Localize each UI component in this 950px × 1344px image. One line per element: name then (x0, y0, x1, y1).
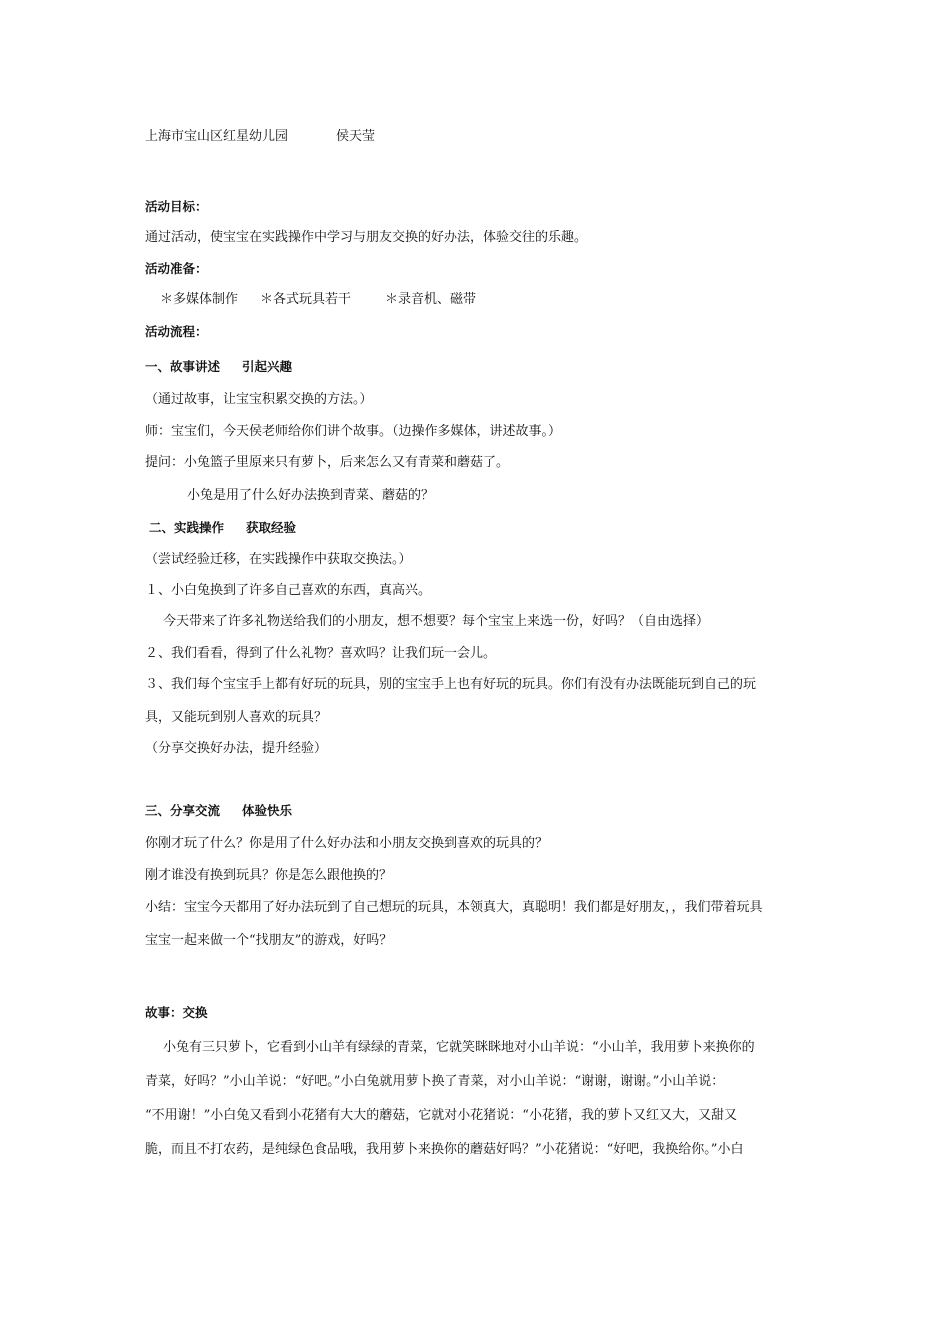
section-title: 一、故事讲述 (145, 359, 221, 374)
section-1-question-1: 提问：小兔篮子里原来只有萝卜，后来怎么又有青菜和蘑菇了。 (145, 455, 510, 470)
prep-item: ＊录音机、磁带 (385, 292, 477, 307)
section-1-teacher: 师：宝宝们，今天侯老师给你们讲个故事。（边操作多媒体，讲述故事。） (145, 424, 562, 439)
section-title: 三、分享交流 (145, 803, 221, 818)
section-2-point-2: ２、我们看看，得到了什么礼物？喜欢吗？让我们玩一会儿。 (145, 646, 497, 661)
header-line (145, 128, 375, 146)
section-subtitle: 获取经验 (246, 520, 297, 535)
prep-item: ＊多媒体制作 (160, 292, 239, 307)
section-3-question-2: 刚才谁没有换到玩具？你是怎么跟他换的？ (145, 868, 393, 883)
author-name: 侯天莹 (336, 129, 376, 144)
section-3-summary-2: 宝宝一起来做一个“找朋友”的游戏，好吗？ (145, 933, 393, 948)
prep-item: ＊各式玩具若干 (260, 292, 352, 307)
prep-items (160, 291, 476, 309)
section-3-question-1: 你刚才玩了什么？你是用了什么好办法和小朋友交换到喜欢的玩具的？ (145, 836, 549, 851)
story-line-4: 脆，而且不打农药，是纯绿色食品哦，我用萝卜来换你的蘑菇好吗？”小花猪说：“好吧，我换给你。”小白 (145, 1142, 744, 1157)
section-subtitle: 引起兴趣 (242, 359, 293, 374)
section-2-point-3a: ３、我们每个宝宝手上都有好玩的玩具，别的宝宝手上也有好玩的玩具。你们有没有办法既能玩到自己的玩 (145, 677, 757, 692)
goal-heading: 活动目标： (145, 199, 208, 214)
section-1-note: （通过故事，让宝宝积累交换的方法。） (145, 392, 373, 407)
section-2-note: （尝试经验迁移，在实践操作中获取交换法。） (145, 552, 412, 567)
school-name: 上海市宝山区红星幼儿园 (145, 129, 289, 144)
section-title: 二、实践操作 (149, 520, 225, 535)
section-1-title (145, 358, 292, 376)
section-3-title (145, 802, 292, 820)
section-2-point-1: １、小白兔换到了许多自己喜欢的东西，真高兴。 (145, 583, 432, 598)
section-2-point-3b: 具，又能玩到别人喜欢的玩具？ (145, 710, 328, 725)
story-line-1: 小兔有三只萝卜，它看到小山羊有绿绿的青菜，它就笑眯眯地对小山羊说：“小山羊，我用萝卜来换你的 (163, 1040, 755, 1055)
story-line-3: “不用谢！”小白兔又看到小花猪有大大的蘑菇，它就对小花猪说：“小花猪，我的萝卜又红又大，又甜又 (145, 1108, 737, 1123)
flow-heading: 活动流程： (145, 324, 208, 339)
section-3-summary-1: 小结：宝宝今天都用了好办法玩到了自己想玩的玩具，本领真大，真聪明！我们都是好朋友，，我们带着玩具 (145, 900, 763, 915)
story-line-2: 青菜，好吗？”小山羊说：“好吧。”小白兔就用萝卜换了青菜，对小山羊说：“谢谢，谢谢。”小山羊说： (145, 1074, 725, 1089)
story-heading: 故事：交换 (145, 1005, 208, 1020)
section-2-note-2: （分享交换好办法，提升经验） (145, 741, 328, 756)
section-subtitle: 体验快乐 (242, 803, 293, 818)
section-2-point-1b: 今天带来了许多礼物送给我们的小朋友，想不想要？每个宝宝上来选一份，好吗？（自由选择） (163, 614, 710, 629)
goal-text: 通过活动，使宝宝在实践操作中学习与朋友交换的好办法，体验交往的乐趣。 (145, 230, 588, 245)
section-1-question-2: 小兔是用了什么好办法换到青菜、蘑菇的？ (187, 488, 435, 503)
prep-heading: 活动准备： (145, 261, 208, 276)
section-2-title (149, 519, 296, 537)
